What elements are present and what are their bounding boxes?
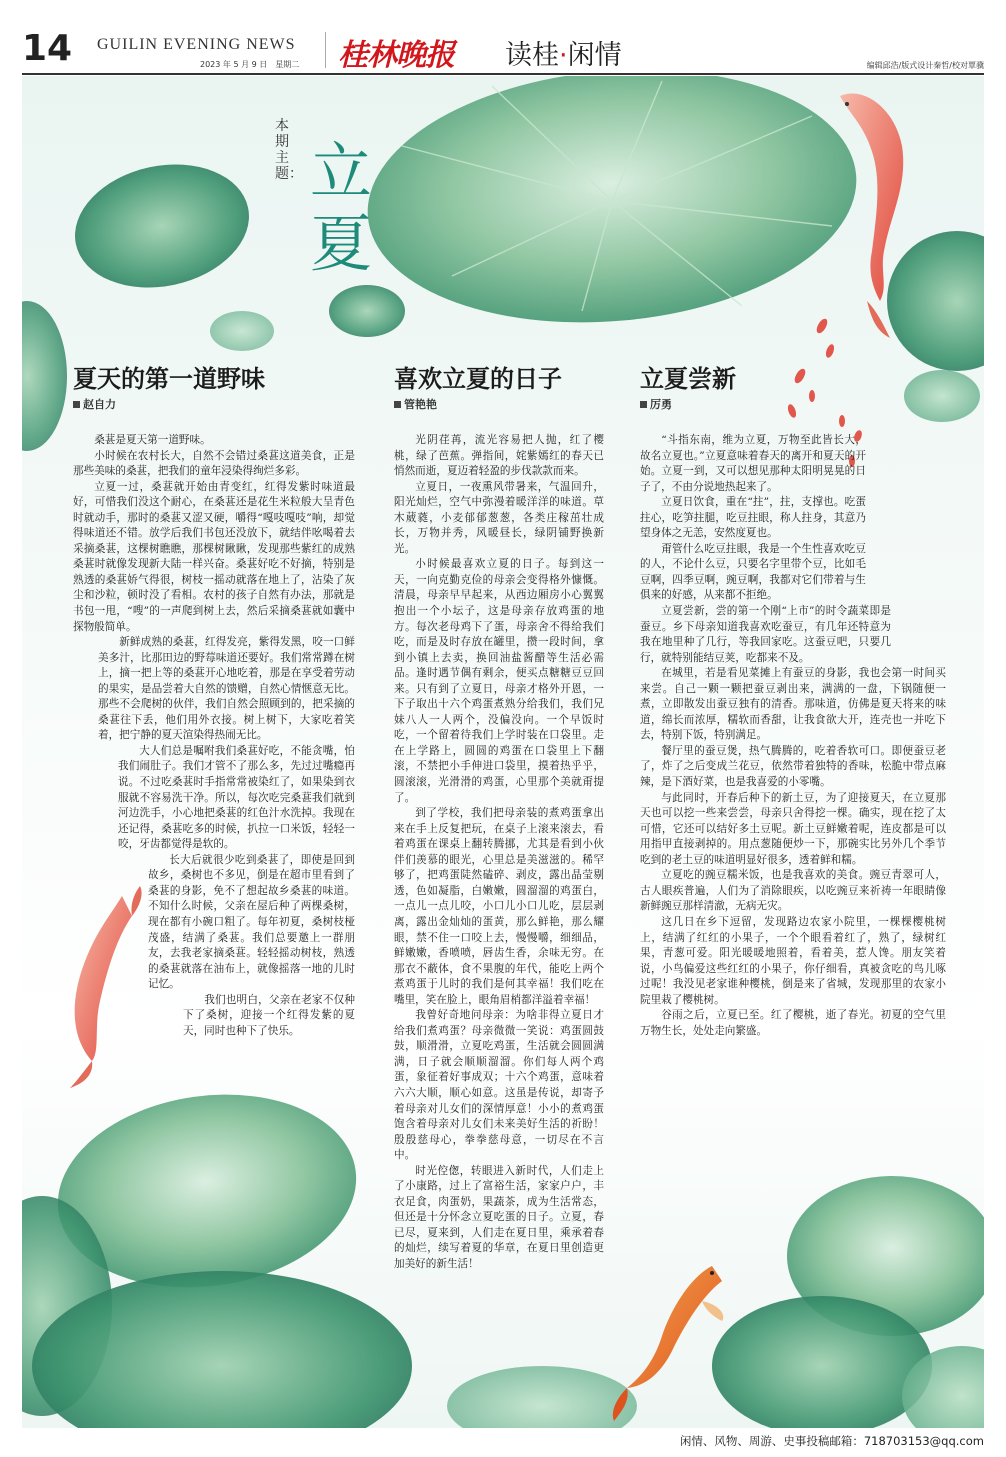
article-title-2: 喜欢立夏的日子 [394, 365, 562, 393]
paragraph: 桑葚是夏天第一道野味。 [94, 434, 211, 446]
lotus-leaf-top-center [357, 76, 867, 342]
section-title [505, 33, 622, 72]
paragraph: 小时候最喜欢立夏的日子。每到这一天，一向克勤克俭的母亲会变得格外慷慨。清晨，母亲早早起来，从西边厢房小心翼翼抱出一个小坛子，这是母亲存放鸡蛋的地方。每次老母鸡下了蛋，母亲舍不得给我们吃，而是及时存放在罐里，攒一段时间，拿到小镇上去卖，换回油盐酱醋等生活必需品。逢时遇节偶有剩余，便买点糖糖豆豆回来。只有到了立夏日，母亲才格外开恩，一下子取出十六个鸡蛋煮熟分给我们，我们兄妹八人一人两个，没偏没向。一个早饭时吃，一个留着待我们上学时装在口袋里。走在上学路上，圆圆的鸡蛋在口袋里上下翻滚，不禁把小手伸进口袋里，摸着热乎乎，圆滚滚，光滑滑的鸡蛋，心里那个美就甭提了。 [394, 558, 604, 804]
author-name-3: 厉勇 [650, 398, 672, 411]
paragraph: 餐厅里的蚕豆煲，热气腾腾的，吃着香软可口。即便蚕豆老了，炸了之后变成兰花豆，依然带着独特的香味，松脆中带点麻辣，是下酒好菜，也是我喜爱的小零嘴。 [640, 744, 946, 789]
newspaper-logo: 桂林晚报 [338, 38, 454, 73]
section-name: 读桂 [505, 40, 559, 71]
article-body-3 [640, 433, 946, 1039]
paragraph: 大人们总是嘱咐我们桑葚好吃，不能贪嘴，怕我们闹肚子。我们才管不了那么多，先过过嘴瘾再说。不过吃桑葚时手指常常被染红了，如果染到衣服就不容易洗干净。所以，每次吃完桑葚我们就到河边洗手，小心地把桑葚的红色汁水洗掉。我现在还记得，桑葚吃多的时候，扒拉一口米饭，轻轻一咬，牙齿都觉得是软的。 [118, 744, 355, 851]
article-author-2 [394, 396, 437, 412]
lotus-leaf-bottom-right [712, 1176, 984, 1428]
paragraph: 到了学校，我们把母亲装的煮鸡蛋拿出来在手上反复把玩，在桌子上滚来滚去，看着鸡蛋在课桌上翻转腾挪，尤其是看到小伙伴们羡慕的眼光，心里总是美滋滋的。稀罕够了，把鸡蛋陡然磕碎、剥皮，露出晶莹剔透，色如凝脂，白嫩嫩，圆溜溜的鸡蛋白，一点儿一点儿咬，小口儿小口儿吃，层层剥离，露出金灿灿的蛋黄，那么鲜艳，那么耀眼，禁不住一口咬上去，慢慢嚼，细细品，鲜嫩嫩，香喷喷，唇齿生香，余味无穷。在那衣不蔽体，食不果腹的年代，能吃上两个煮鸡蛋于儿时的我们是何其幸福！我们吃在嘴里，笑在脸上，眼角眉梢都洋溢着幸福！ [394, 807, 604, 1006]
article-title-1: 夏天的第一道野味 [73, 365, 265, 393]
paragraph: 我曾好奇地问母亲：为啥非得立夏日才给我们煮鸡蛋？母亲微微一笑说：鸡蛋圆鼓鼓，顺滑滑，立夏吃鸡蛋，生活就会圆圆满满，日子就会顺顺溜溜。你们每人两个鸡蛋，象征着好事成双；十六个鸡蛋，意味着六六大顺，顺心如意。这虽是传说，却寄予着母亲对儿女们的深情厚意！小小的煮鸡蛋饱含着母亲对儿女们未来美好生活的祈盼！殷殷慈母心，拳拳慈母意，一切尽在不言中。 [394, 1009, 604, 1162]
paragraph: 新鲜成熟的桑葚，红得发亮，紫得发黑，咬一口鲜美多汁，比那田边的野莓味道还要好。我们常常蹲在树上，摘一把上等的桑葚开心地吃着，那是在享受着劳动的果实，是品尝着大自然的馈赠，自然心情惬意无比。那些不会爬树的伙伴，我们自然会照顾到的，把采摘的桑葚往下丢，他们用外衣接。树上树下，大家吃着笑着，把宁静的夏天渲染得热闹无比。 [98, 636, 355, 742]
author-name-2: 管艳艳 [404, 398, 437, 411]
paragraph: 时光倥偬，转眼进入新时代，人们走上了小康路，过上了富裕生活，家家户户，丰衣足食，肉蛋奶，果蔬茶，成为生活常态，但还是十分怀念立夏吃蛋的日子。立夏，春已尽，夏来到，人们走在夏日里，乘承着春的灿烂，续写着夏的华章，在夏日里创造更加美好的新生活！ [394, 1164, 604, 1270]
paragraph: 立夏尝新，尝的第一个刚“上市”的时令蔬菜即是蚕豆。乡下母亲知道我喜欢吃蚕豆，有几年还特意为我在地里种了几行，等我回家吃。这蚕豆吧，只要几行，就特别能结豆荚，吃都来不及。 [640, 605, 891, 664]
content-panel [22, 76, 984, 1428]
paragraph: 这几日在乡下逗留，发现路边农家小院里，一棵棵樱桃树上，结满了红红的小果子，一个个眼看着红了，熟了，绿树红果，青葱可爱。阳光暖暖地照着，看着美，惹人馋。朋友笑着说，小鸟偏爱这些红红的小果子，你仔细看，真被贪吃的鸟儿啄过呢！我没见老家谁种樱桃，倒是来了省城，发现那里的农家小院里栽了樱桃树。 [640, 915, 946, 1006]
author-name-1: 赵自力 [83, 398, 116, 411]
paragraph: 立夏一过，桑葚就开始由青变红，红得发紫时味道最好，可惜我们没这个耐心，在桑葚还是花生米粒般大呈青色时就动手，那时的桑葚又涩又硬，嚼得“嘎吱嘎吱”响，却觉得味道还不错。放学后我们书包还没放下，就结伴吆喝着去采摘桑葚，这棵树瞧瞧，那棵树瞅瞅，发现那些紫红的成熟桑葚时就像发现新大陆一样兴奋。桑葚好吃不好摘，特别是熟透的桑葚娇气得很，树枝一摇动就落在地上了，沾染了灰尘和沙粒，顿时没了看相。农村的孩子自然有办法，那就是书包一甩，“嗖”的一声爬到树上去，然后采摘桑葚就如囊中探物般简单。 [73, 480, 355, 633]
paragraph: 谷雨之后，立夏已至。红了樱桃，逝了春光。初夏的空气里万物生长，处处走向繁盛。 [640, 1009, 946, 1037]
masthead-divider [325, 32, 326, 68]
subsection-name: 闲情 [567, 40, 622, 71]
section-dot: · [559, 40, 568, 71]
paragraph: 光阴荏苒，流光容易把人抛，红了樱桃，绿了芭蕉。弹指间，姹紫嫣红的春天已悄然而逝，夏迈着轻盈的步伐款款而来。 [394, 434, 604, 478]
paragraph: 长大后就很少吃到桑葚了，即使是回到故乡，桑树也不多见，倒是在超市里看到了桑葚的身影，免不了想起故乡桑葚的味道。不知什么时候，父亲在屋后种了两棵桑树，现在都有小碗口粗了。每年初夏，桑树枝桠茂盛，结满了桑葚。我们总要邀上一群朋友，去我老家摘桑葚。轻轻摇动树枝，熟透的桑葚就落在油布上，就像摇落一地的儿时记忆。 [148, 853, 355, 991]
lotus-leaf-left [22, 301, 67, 451]
lotus-leaf-bottom-left [22, 1076, 412, 1428]
paragraph: 立夏日饮食，重在“拄”，拄，支撑也。吃蛋拄心，吃笋拄腿，吃豆拄眼，称人拄身，其意乃望身体之无恙，安然度夏也。 [640, 496, 866, 540]
article-title-3: 立夏尝新 [640, 365, 736, 393]
theme-label: 本期主题： [275, 118, 303, 182]
lotus-leaf-top-left [63, 149, 260, 303]
paragraph: 小时候在农村长大，自然不会错过桑葚这道美食，正是那些美味的桑葚，把我们的童年浸染得绚烂多彩。 [73, 449, 355, 478]
paragraph: “斗指东南，维为立夏，万物至此皆长大，故名立夏也。”立夏意味着春天的离开和夏天的开始。立夏一到，又可以想见那种太阳明晃晃的日子了，不由分说地热起来了。 [640, 434, 866, 493]
paragraph: 在城里，若是看见菜摊上有蚕豆的身影，我也会第一时间买来尝。自己一颗一颗把蚕豆剥出来，满满的一盘，下锅随便一煮，立即散发出蚕豆独有的清香。那味道，仿佛是夏天将来的味道，绵长而浓厚，糯软而香甜，让我食欲大开，连壳也一并吃下去，特别下饭，特别满足。 [640, 667, 946, 742]
page-number: 14 [22, 28, 73, 69]
article-body-2 [394, 433, 604, 1273]
lotus-leaf-small-group [210, 285, 405, 351]
lotus-leaf-right [887, 231, 984, 422]
paragraph: 立夏吃的豌豆糯米饭，也是我喜欢的美食。豌豆青翠可人，古人眼疾普遍，人们为了消除眼疾，以吃豌豆来祈祷一年眼睛像新鲜豌豆那样清澈，无病无灾。 [640, 869, 946, 913]
paragraph: 我们也明白，父亲在老家不仅种下了桑树，迎接一个红得发紫的夏天，同时也种下了快乐。 [183, 993, 355, 1037]
masthead [0, 0, 1006, 76]
lotus-leaf-bottom-center [447, 1366, 637, 1428]
theme-title: 立夏 [310, 135, 373, 280]
paragraph: 与此同时，开春后种下的新土豆，为了迎接夏天，在立夏那天也可以挖一些来尝尝，母亲只舍得挖一棵。确实，现在挖了太可惜，它还可以结好多土豆呢。新土豆鲜嫩着呢，连皮都是可以用指甲直接剥掉的。用点葱随便炒一下，那碗实比另外几个季节吃到的老土豆的味道明显好很多，透着鲜和糯。 [640, 791, 946, 866]
publication-name-en: GUILIN EVENING NEWS [97, 36, 296, 53]
article-author-1 [73, 396, 116, 412]
issue-date: 2023 年 5 月 9 日 星期二 [200, 60, 300, 69]
article-author-3 [640, 396, 672, 412]
header-rule [22, 73, 984, 75]
paragraph: 甭管什么吃豆拄眼，我是一个生性喜欢吃豆的人，不论什么豆，只要名字里带个豆，比如毛豆啊，四季豆啊，豌豆啊，我都对它们带着与生俱来的好感，从来都不拒绝。 [640, 542, 866, 602]
editor-credits: 编辑邱浩/版式设计秦哲/校对覃骥 [866, 61, 984, 70]
submission-email: 闲情、风物、周游、史事投稿邮箱：718703153@qq.com [679, 1434, 984, 1448]
paragraph: 立夏日，一夜熏风带暑来，气温回升，阳光灿烂，空气中弥漫着暖洋洋的味道。草木葳蕤，小麦郁郁葱葱，各类庄稼茁壮成长，万物并秀，风暖昼长，绿阴铺野换新光。 [394, 480, 604, 555]
article-body-1 [73, 433, 355, 1039]
